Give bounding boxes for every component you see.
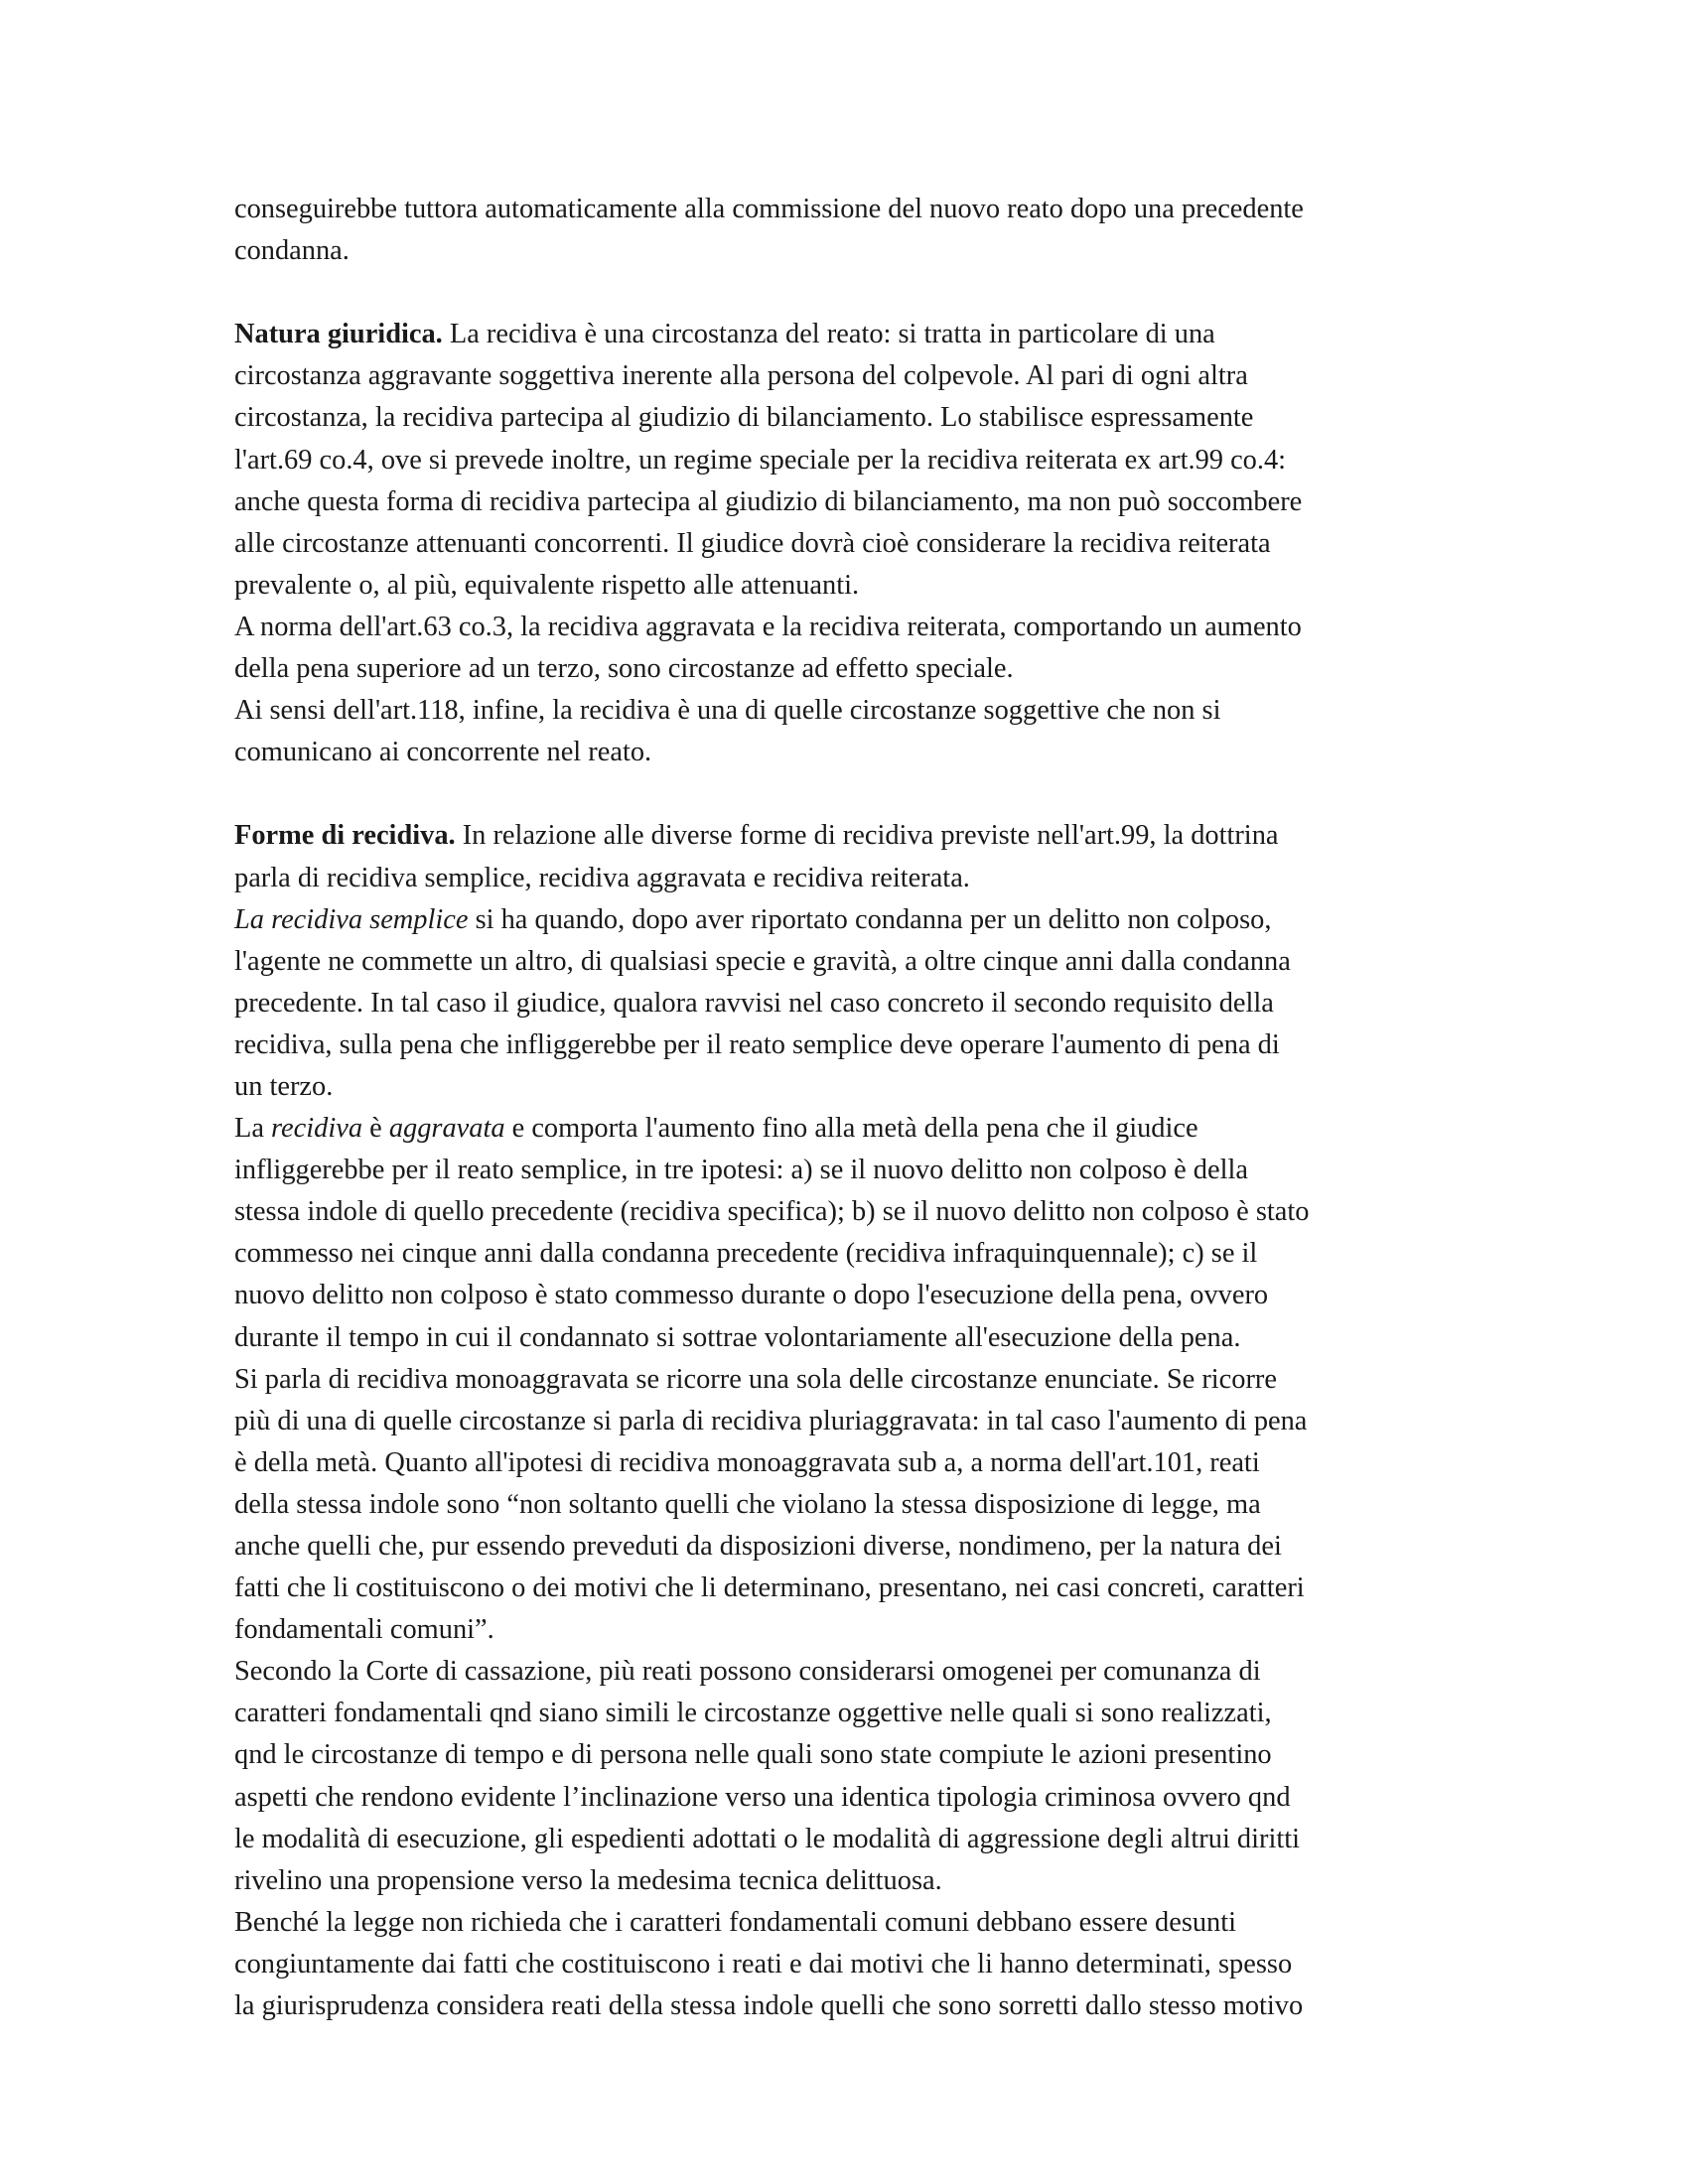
text-line: un terzo. [234,1070,334,1102]
text-line: circostanza aggravante soggettiva inerente alla persona del colpevole. Al pari di ogni altra [234,360,1248,392]
text-line: alle circostanze attenuanti concorrenti. Il giudice dovrà cioè considerare la recidiva reiterata [234,527,1271,559]
text-line: Si parla di recidiva monoaggravata se ricorre una sola delle circostanze enunciate. Se ricorre [234,1363,1277,1395]
text-line: precedente. In tal caso il giudice, qualora ravvisi nel caso concreto il secondo requisito della [234,987,1274,1019]
text-line: caratteri fondamentali qnd siano simili le circostanze oggettive nelle quali si sono realizzati, [234,1698,1272,1729]
text-line: congiuntamente dai fatti che costituiscono i reati e dai motivi che li hanno determinati, spesso [234,1948,1293,1979]
text-line: la giurisprudenza considera reati della stessa indole quelli che sono sorretti dallo stesso motivo [234,1990,1304,2022]
text-line: Ai sensi dell'art.118, infine, la recidiva è una di quelle circostanze soggettive che non si [234,695,1221,727]
text-line: nuovo delitto non colposo è stato commesso durante o dopo l'esecuzione della pena, ovvero [234,1280,1269,1311]
text-line [234,815,1456,857]
text-run: si ha quando, dopo aver riportato condanna per un delitto non colposo, [468,903,1272,935]
text-line: comunicano ai concorrente nel reato. [234,737,652,768]
text-line [234,314,1456,355]
text-line: durante il tempo in cui il condannato si sottrae volontariamente all'esecuzione della pena. [234,1321,1241,1353]
section-heading: Forme di recidiva. [234,820,456,852]
document-page [234,189,1456,2027]
text-line: anche quelli che, pur essendo preveduti da disposizioni diverse, nondimeno, per la natura dei [234,1531,1282,1562]
text-run: e comporta l'aumento fino alla metà della pena che il giudice [504,1113,1198,1145]
text-line: infliggerebbe per il reato semplice, in tre ipotesi: a) se il nuovo delitto non colposo è della [234,1155,1248,1186]
paragraph-gap [234,272,1456,314]
text-line: stessa indole di quello precedente (recidiva specifica); b) se il nuovo delitto non colposo è stato [234,1196,1310,1228]
paragraph-gap [234,773,1456,815]
text-line: recidiva, sulla pena che infliggerebbe per il reato semplice deve operare l'aumento di pena di [234,1028,1280,1060]
text-line: le modalità di esecuzione, gli espedienti adottati o le modalità di aggressione degli altrui diritti [234,1823,1301,1854]
italic-term: aggravata [388,1113,505,1145]
text-line: Benché la legge non richieda che i caratteri fondamentali comuni debbano essere desunti [234,1906,1237,1938]
text-line: Secondo la Corte di cassazione, più reati possono considerarsi omogenei per comunanza di [234,1656,1261,1688]
section-heading: Natura giuridica. [234,319,443,350]
text-line: è della metà. Quanto all'ipotesi di recidiva monoaggravata sub a, a norma dell'art.101, reati [234,1446,1260,1478]
text-line: qnd le circostanze di tempo e di persona nelle quali sono state compiute le azioni presentino [234,1739,1272,1771]
text-line: commesso nei cinque anni dalla condanna precedente (recidiva infraquinquennale); c) se il [234,1238,1258,1270]
text-run: è [362,1113,389,1145]
text-line: rivelino una propensione verso la medesima tecnica delittuosa. [234,1864,942,1896]
text-line: conseguirebbe tuttora automaticamente alla commissione del nuovo reato dopo una precedente [234,194,1304,224]
text-line [234,899,1456,941]
text-line: l'art.69 co.4, ove si prevede inoltre, un regime speciale per la recidiva reiterata ex art.99 co.4: [234,444,1287,476]
text-line: condanna. [234,235,350,267]
text-run: La [234,1113,272,1145]
text-run: La recidiva è una circostanza del reato: si tratta in particolare di una [442,319,1215,350]
text-line [234,1108,1456,1150]
text-line: fondamentali comuni”. [234,1614,494,1646]
text-line: più di una di quelle circostanze si parla di recidiva pluriaggravata: in tal caso l'aumento di pena [234,1405,1308,1436]
text-line: della stessa indole sono “non soltanto quelli che violano la stessa disposizione di legge, ma [234,1488,1261,1520]
italic-term: La recidiva semplice [234,903,469,935]
text-line: della pena superiore ad un terzo, sono circostanze ad effetto speciale. [234,653,1014,685]
text-line: l'agente ne commette un altro, di qualsiasi specie e gravità, a oltre cinque anni dalla condanna [234,945,1291,977]
text-line: anche questa forma di recidiva partecipa al giudizio di bilanciamento, ma non può soccombere [234,485,1303,517]
text-line: A norma dell'art.63 co.3, la recidiva aggravata e la recidiva reiterata, comportando un aumento [234,611,1302,642]
text-line: fatti che li costituiscono o dei motivi che li determinano, presentano, nei casi concreti, caratteri [234,1572,1305,1604]
text-line: circostanza, la recidiva partecipa al giudizio di bilanciamento. Lo stabilisce espressamente [234,402,1254,434]
forme-recidiva-section [234,815,1456,2027]
text-line: prevalente o, al più, equivalente rispetto alle attenuanti. [234,569,860,601]
text-run: In relazione alle diverse forme di recidiva previste nell'art.99, la dottrina [455,820,1279,852]
text-line: aspetti che rendono evidente l’inclinazione verso una identica tipologia criminosa ovvero qnd [234,1781,1291,1813]
italic-term: recidiva [271,1113,363,1145]
text-line: parla di recidiva semplice, recidiva aggravata e recidiva reiterata. [234,862,970,893]
intro-paragraph [234,189,1456,272]
natura-giuridica-section [234,314,1456,773]
